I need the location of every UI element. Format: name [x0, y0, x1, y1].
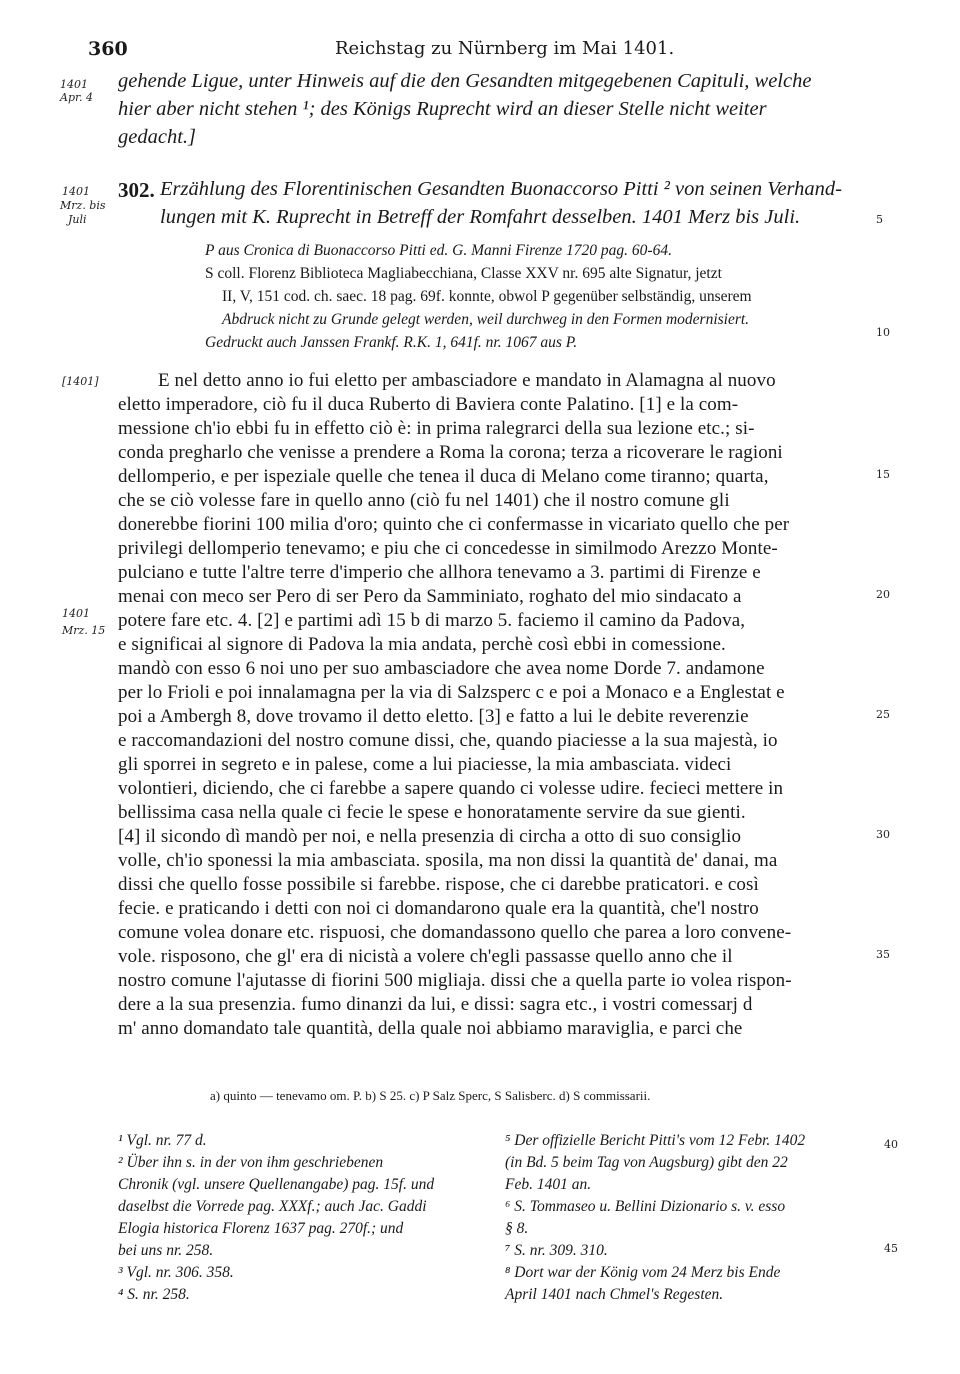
margin-date-sub: Mrz. bis — [60, 199, 106, 212]
text-line: vole. risposono, che gl' era di nicistà a volere ch'egli passasse quello anno che il — [118, 946, 733, 967]
text-line: nostro comune l'ajutasse di fiorini 500 migliaja. dissi che a quella parte io volea rispon- — [118, 970, 792, 991]
line-number: 40 — [884, 1138, 898, 1151]
page-number: 360 — [88, 38, 128, 60]
text-line: gli sporrei in segreto e in palese, come a lui piaciesse, la mia ambasciata. videci — [118, 754, 732, 775]
text-line: bellissima casa nella quale ci fecie le spese e honoratamente servire da sue gienti. — [118, 802, 746, 823]
line-number: 35 — [876, 948, 890, 961]
text-line: conda pregharlo che venisse a prendere a Roma la corona; terza a ricoverare le ragioni — [118, 442, 783, 463]
text-line: che se ciò volesse fare in quello anno (ciò fu nel 1401) che il nostro comune gli — [118, 490, 730, 511]
text-line: messione ch'io ebbi fu in effetto ciò è: in prima ralegrarci della sua lezione etc.; si- — [118, 418, 755, 439]
line-number: 25 — [876, 708, 890, 721]
text-line: eletto imperadore, ciò fu il duca Ruberto di Baviera conte Palatino. [1] e la com- — [118, 394, 739, 415]
document-heading: Erzählung des Florentinischen Gesandten Buonaccorso Pitti ² von seinen Verhand- — [160, 178, 842, 200]
text-line: dissi che quello fosse possibile si farebbe. rispose, che ci darebbe praticatori. e così — [118, 874, 759, 895]
text-line: comune volea donare etc. rispuosi, che domandassono quello che parea a loro convene- — [118, 922, 792, 943]
text-line: m' anno domandato tale quantità, della quale noi abbiamo maraviglia, e parci che — [118, 1018, 743, 1039]
footnote: ³ Vgl. nr. 306. 358. — [118, 1264, 234, 1281]
footnote: daselbst die Vorrede pag. XXXf.; auch Jac. Gaddi — [118, 1198, 427, 1215]
text-line: donerebbe fiorini 100 milia d'oro; quinto che ci confermasse in vicariato quello che per — [118, 514, 790, 535]
footnote: ¹ Vgl. nr. 77 d. — [118, 1132, 207, 1149]
text-line: e raccomandazioni del nostro comune dissi, che, quando piaciesse a la sua majestà, io — [118, 730, 778, 751]
text-line: e significai al signore di Padova la mia andata, perchè così ebbi in comessione. — [118, 634, 726, 655]
margin-date-sub: Mrz. 15 — [62, 624, 106, 637]
line-number: 15 — [876, 468, 890, 481]
intro-line: gehende Ligue, unter Hinweis auf die den Gesandten mitgegebenen Capituli, welche — [118, 70, 812, 92]
text-line: potere fare etc. 4. [2] e partimi adì 15 b di marzo 5. faciemo il camino da Padova, — [118, 610, 746, 631]
text-line: E nel detto anno io fui eletto per ambasciadore e mandato in Alamagna al nuovo — [158, 370, 776, 391]
running-title: Reichstag zu Nürnberg im Mai 1401. — [335, 38, 675, 59]
footnote: (in Bd. 5 beim Tag von Augsburg) gibt den 22 — [505, 1154, 788, 1171]
footnote: bei uns nr. 258. — [118, 1242, 214, 1259]
text-line: pulciano e tutte l'altre terre d'imperio che allhora tenevamo a 3. partimi di Firenze e — [118, 562, 761, 583]
document-number: 302. — [118, 178, 155, 202]
text-line: per lo Frioli e poi innalamagna per la via di Salzsperc c e poi a Monaco e a Englestat e — [118, 682, 785, 703]
line-number: 5 — [876, 213, 883, 226]
footnote: ⁸ Dort war der König vom 24 Merz bis Ende — [505, 1264, 781, 1281]
text-line: volle, ch'io sponessi la mia ambasciata. sposila, ma non dissi la quantità de' danai, ma — [118, 850, 778, 871]
source-line: II, V, 151 cod. ch. saec. 18 pag. 69f. konnte, obwol P gegenüber selbständig, unserem — [222, 288, 752, 305]
footnote: Elogia historica Florenz 1637 pag. 270f.; und — [118, 1220, 404, 1237]
margin-date: 1401 — [62, 185, 90, 198]
document-heading: lungen mit K. Ruprecht in Betreff der Romfahrt desselben. 1401 Merz bis Juli. — [160, 206, 801, 228]
intro-line: gedacht.] — [118, 126, 196, 148]
footnote: ² Über ihn s. in der von ihm geschriebenen — [118, 1154, 384, 1171]
footnote: Chronik (vgl. unsere Quellenangabe) pag. 15f. und — [118, 1176, 435, 1193]
margin-date-sub: Apr. 4 — [60, 91, 94, 104]
text-line: dere a la sua presenzia. fumo dinanzi da lui, e dissi: sagra etc., i vostri comessarj d — [118, 994, 753, 1015]
margin-year: [1401] — [62, 375, 99, 388]
source-line: S coll. Florenz Biblioteca Magliabecchiana, Classe XXV nr. 695 alte Signatur, jetzt — [205, 265, 722, 282]
footnote: ⁷ S. nr. 309. 310. — [505, 1242, 608, 1259]
line-number: 10 — [876, 326, 890, 339]
source-line: Gedruckt auch Janssen Frankf. R.K. 1, 641f. nr. 1067 aus P. — [205, 334, 578, 351]
source-line: P aus Cronica di Buonaccorso Pitti ed. G. Manni Firenze 1720 pag. 60-64. — [205, 242, 672, 259]
critical-apparatus: a) quinto — tenevamo om. P. b) S 25. c) P Salz Sperc, S Salisberc. d) S commissarii. — [210, 1088, 651, 1103]
line-number: 20 — [876, 588, 890, 601]
text-line: fecie. e praticando i detti con noi ci domandarono quale era la quantità, che'l nostro — [118, 898, 759, 919]
footnote: ⁴ S. nr. 258. — [118, 1286, 190, 1303]
text-line: poi a Ambergh 8, dove trovamo il detto eletto. [3] e fatto a lui le debite reverenzie — [118, 706, 749, 727]
margin-date: 1401 — [60, 78, 88, 91]
text-line: volontieri, diciendo, che ci farebbe a sapere quando ci volesse udire. fecieci mettere in — [118, 778, 784, 799]
intro-line: hier aber nicht stehen ¹; des Königs Ruprecht wird an dieser Stelle nicht weiter — [118, 98, 767, 120]
text-line: menai con meco ser Pero di ser Pero da Samminiato, roghato del mio sindacato a — [118, 586, 742, 607]
footnote: ⁵ Der offizielle Bericht Pitti's vom 12 Febr. 1402 — [505, 1132, 806, 1149]
text-line: dellomperio, e per ispeziale quelle che tenea il duca di Melano come tiranno; quarta, — [118, 466, 769, 487]
text-line: [4] il sicondo dì mandò per noi, e nella presenzia di circha a otto di suo consiglio — [118, 826, 742, 847]
footnote: ⁶ S. Tommaseo u. Bellini Dizionario s. v. esso — [505, 1198, 786, 1215]
margin-date-sub: Juli — [68, 213, 87, 226]
footnote: April 1401 nach Chmel's Regesten. — [505, 1286, 724, 1303]
source-line: Abdruck nicht zu Grunde gelegt werden, weil durchweg in den Formen modernisiert. — [222, 311, 750, 328]
line-number: 45 — [884, 1242, 898, 1255]
footnote: § 8. — [505, 1220, 529, 1237]
text-line: privilegi dellomperio tenevamo; e piu che ci concedesse in similmodo Arezzo Monte- — [118, 538, 778, 559]
line-number: 30 — [876, 828, 890, 841]
text-line: mandò con esso 6 noi uno per suo ambasciadore che avea nome Dorde 7. andamone — [118, 658, 765, 679]
footnote: Feb. 1401 an. — [505, 1176, 592, 1193]
margin-date: 1401 — [62, 607, 90, 620]
